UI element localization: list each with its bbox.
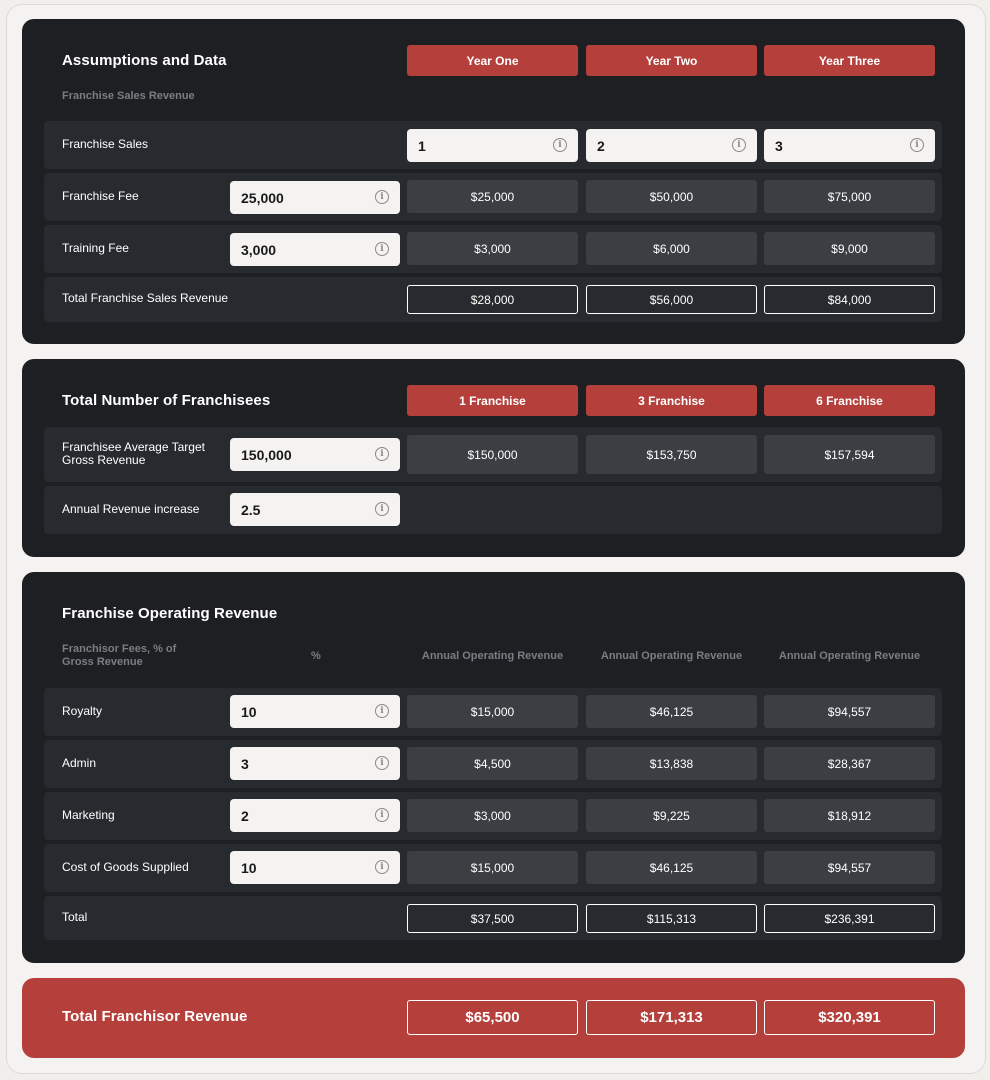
franchise-sales-year-one-value: 1 — [418, 137, 426, 154]
admin-year-two: $13,838 — [586, 747, 757, 780]
operating-col-header-year-two: Annual Operating Revenue — [600, 650, 743, 662]
franchise-sales-year-three-input[interactable] — [764, 129, 935, 162]
training-fee-year-one: $3,000 — [407, 232, 578, 265]
franchise-fee-input[interactable] — [230, 181, 400, 214]
operating-total-year-two: $115,313 — [586, 904, 757, 933]
training-fee-year-two: $6,000 — [586, 232, 757, 265]
year-two-header[interactable]: Year Two — [586, 45, 757, 76]
training-fee-input-value: 3,000 — [241, 241, 277, 258]
franchise-fee-year-three: $75,000 — [764, 180, 935, 213]
franchisor-revenue-label: Total Franchisor Revenue — [62, 1008, 248, 1025]
royalty-input-value: 10 — [241, 703, 257, 720]
target-revenue-label: Franchisee Average Target Gross Revenue — [62, 440, 205, 467]
franchisor-fees-col-label: Franchisor Fees, % of Gross Revenue — [62, 643, 177, 668]
royalty-label: Royalty — [62, 704, 103, 718]
franchise-sales-row — [44, 121, 942, 169]
total-franchise-sales-year-one: $28,000 — [407, 285, 578, 314]
cogs-label: Cost of Goods Supplied — [62, 860, 189, 874]
revenue-increase-label: Annual Revenue increase — [62, 502, 200, 516]
info-icon[interactable]: i — [375, 808, 389, 822]
training-fee-input[interactable] — [230, 233, 400, 266]
info-icon[interactable]: i — [375, 190, 389, 204]
info-icon[interactable]: i — [910, 138, 924, 152]
admin-year-one: $4,500 — [407, 747, 578, 780]
operating-card — [22, 572, 965, 963]
marketing-input-value: 2 — [241, 807, 249, 824]
total-franchise-sales-row — [44, 277, 942, 322]
marketing-input[interactable] — [230, 799, 400, 832]
franchise-sales-year-two-value: 2 — [597, 137, 605, 154]
target-revenue-input-value: 150,000 — [241, 446, 292, 463]
one-franchise-header[interactable]: 1 Franchise — [407, 385, 578, 416]
info-icon[interactable]: i — [375, 860, 389, 874]
cogs-input-value: 10 — [241, 859, 257, 876]
franchisor-revenue-year-three: $320,391 — [764, 1000, 935, 1035]
total-franchise-sales-year-three: $84,000 — [764, 285, 935, 314]
target-revenue-year-two: $153,750 — [586, 435, 757, 474]
franchise-sales-year-two-input[interactable] — [586, 129, 757, 162]
franchise-sales-year-three-value: 3 — [775, 137, 783, 154]
franchise-fee-label: Franchise Fee — [62, 189, 139, 203]
cogs-input[interactable] — [230, 851, 400, 884]
marketing-label: Marketing — [62, 808, 115, 822]
franchisor-revenue-summary — [22, 978, 965, 1058]
info-icon[interactable]: i — [375, 502, 389, 516]
admin-label: Admin — [62, 756, 97, 770]
cogs-year-one: $15,000 — [407, 851, 578, 884]
training-fee-year-three: $9,000 — [764, 232, 935, 265]
revenue-increase-row — [44, 486, 942, 534]
info-icon[interactable]: i — [375, 704, 389, 718]
royalty-year-one: $15,000 — [407, 695, 578, 728]
operating-total-year-one: $37,500 — [407, 904, 578, 933]
admin-input-value: 3 — [241, 755, 249, 772]
royalty-input[interactable] — [230, 695, 400, 728]
revenue-increase-input-value: 2.5 — [241, 501, 261, 518]
info-icon[interactable]: i — [375, 242, 389, 256]
training-fee-row — [44, 225, 942, 273]
total-franchise-sales-label: Total Franchise Sales Revenue — [62, 291, 229, 305]
year-one-header[interactable]: Year One — [407, 45, 578, 76]
percent-col-header: % — [311, 650, 321, 662]
cogs-year-three: $94,557 — [764, 851, 935, 884]
franchisor-revenue-year-one: $65,500 — [407, 1000, 578, 1035]
franchise-fee-row — [44, 173, 942, 221]
info-icon[interactable]: i — [553, 138, 567, 152]
cogs-row — [44, 844, 942, 892]
operating-title: Franchise Operating Revenue — [62, 605, 278, 622]
assumptions-title: Assumptions and Data — [62, 52, 227, 69]
total-franchise-sales-year-two: $56,000 — [586, 285, 757, 314]
royalty-row — [44, 688, 942, 736]
three-franchise-header[interactable]: 3 Franchise — [586, 385, 757, 416]
franchise-fee-input-value: 25,000 — [241, 189, 284, 206]
franchise-fee-year-one: $25,000 — [407, 180, 578, 213]
info-icon[interactable]: i — [375, 756, 389, 770]
franchise-fee-year-two: $50,000 — [586, 180, 757, 213]
admin-input[interactable] — [230, 747, 400, 780]
franchisees-title: Total Number of Franchisees — [62, 392, 271, 409]
assumptions-subtitle: Franchise Sales Revenue — [62, 90, 195, 102]
six-franchise-header[interactable]: 6 Franchise — [764, 385, 935, 416]
franchise-sales-label: Franchise Sales — [62, 137, 149, 151]
operating-col-header-year-three: Annual Operating Revenue — [778, 650, 921, 662]
training-fee-label: Training Fee — [62, 241, 129, 255]
royalty-year-two: $46,125 — [586, 695, 757, 728]
operating-col-header-year-one: Annual Operating Revenue — [421, 650, 564, 662]
revenue-increase-input[interactable] — [230, 493, 400, 526]
year-three-header[interactable]: Year Three — [764, 45, 935, 76]
info-icon[interactable]: i — [375, 447, 389, 461]
marketing-year-two: $9,225 — [586, 799, 757, 832]
cogs-year-two: $46,125 — [586, 851, 757, 884]
admin-row — [44, 740, 942, 788]
marketing-year-one: $3,000 — [407, 799, 578, 832]
assumptions-card — [22, 19, 965, 344]
info-icon[interactable]: i — [732, 138, 746, 152]
operating-total-label: Total — [62, 910, 88, 924]
operating-total-row — [44, 896, 942, 940]
target-revenue-year-three: $157,594 — [764, 435, 935, 474]
marketing-year-three: $18,912 — [764, 799, 935, 832]
target-revenue-row — [44, 427, 942, 482]
marketing-row — [44, 792, 942, 840]
franchise-sales-year-one-input[interactable] — [407, 129, 578, 162]
target-revenue-input[interactable] — [230, 438, 400, 471]
franchisor-revenue-year-two: $171,313 — [586, 1000, 757, 1035]
royalty-year-three: $94,557 — [764, 695, 935, 728]
target-revenue-year-one: $150,000 — [407, 435, 578, 474]
admin-year-three: $28,367 — [764, 747, 935, 780]
franchisees-card — [22, 359, 965, 557]
operating-total-year-three: $236,391 — [764, 904, 935, 933]
